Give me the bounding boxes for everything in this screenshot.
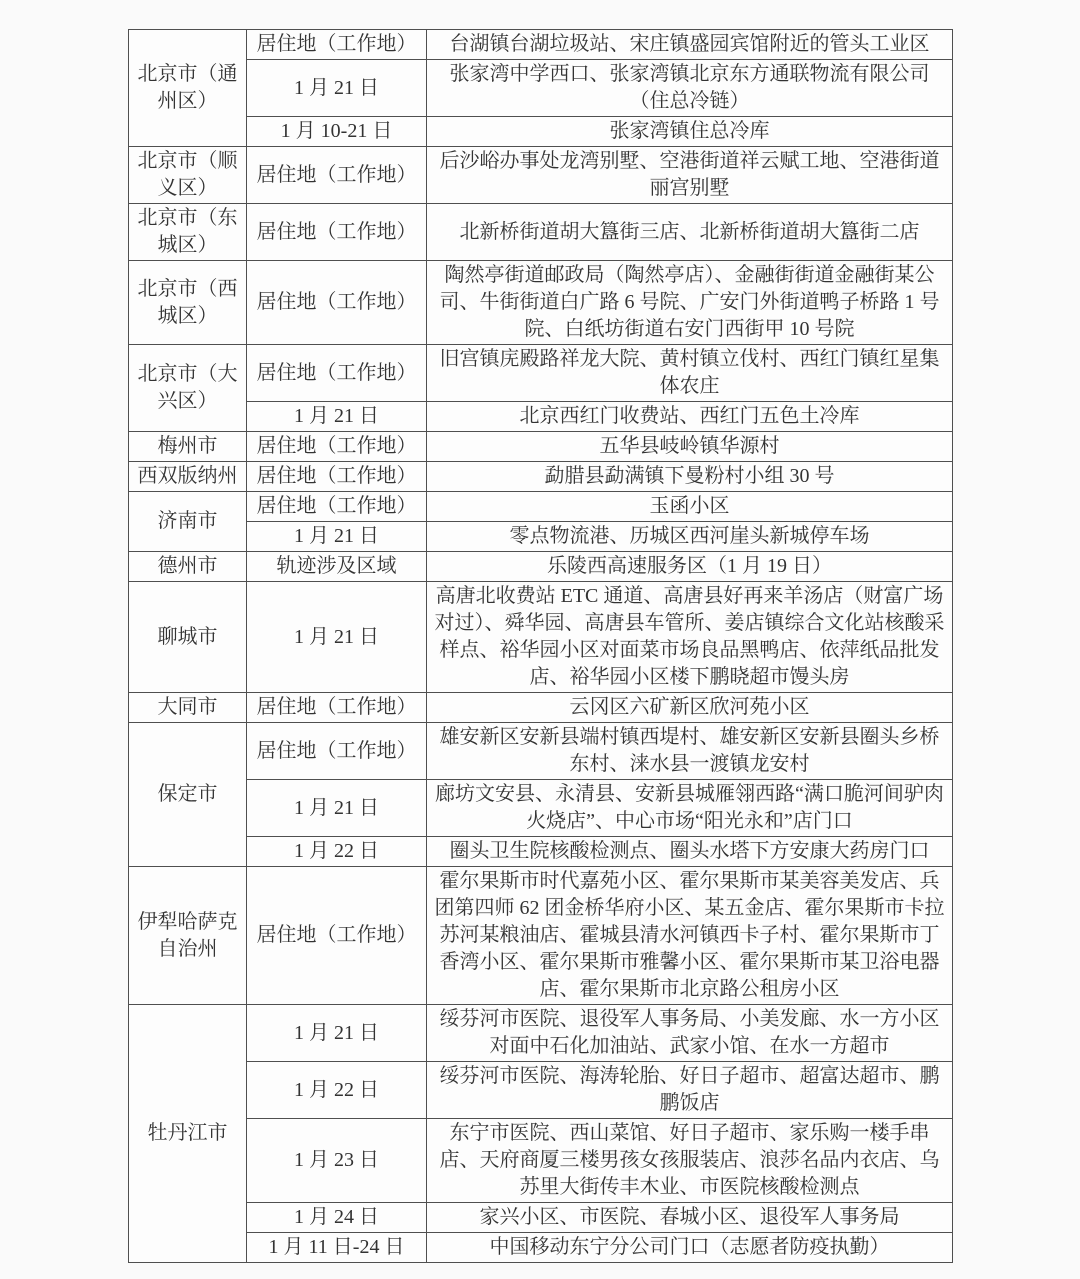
table-row (129, 723, 953, 780)
type-cell: 居住地（工作地） (247, 147, 427, 204)
type-cell: 1 月 10-21 日 (247, 117, 427, 147)
table-row (129, 780, 953, 837)
locations-cell: 北京西红门收费站、西红门五色土冷库 (427, 402, 953, 432)
type-cell: 居住地（工作地） (247, 432, 427, 462)
locations-cell: 旧宫镇庑殿路祥龙大院、黄村镇立伐村、西红门镇红星集体农庄 (427, 345, 953, 402)
locations-cell: 云冈区六矿新区欣河苑小区 (427, 693, 953, 723)
locations-cell: 圈头卫生院核酸检测点、圈头水塔下方安康大药房门口 (427, 837, 953, 867)
type-cell: 居住地（工作地） (247, 723, 427, 780)
table-row (129, 462, 953, 492)
type-cell: 1 月 23 日 (247, 1119, 427, 1203)
table-row (129, 1233, 953, 1263)
table-row (129, 432, 953, 462)
region-cell: 北京市（大兴区） (129, 345, 247, 432)
table-row (129, 837, 953, 867)
locations-cell: 雄安新区安新县端村镇西堤村、雄安新区安新县圈头乡桥东村、涞水县一渡镇龙安村 (427, 723, 953, 780)
type-cell: 1 月 22 日 (247, 837, 427, 867)
locations-cell: 陶然亭街道邮政局（陶然亭店）、金融街街道金融街某公司、牛街街道白广路 6 号院、广安门外街道鸭子桥路 1 号院、白纸坊街道右安门西街甲 10 号院 (427, 261, 953, 345)
type-cell: 居住地（工作地） (247, 204, 427, 261)
table-row (129, 117, 953, 147)
exposure-table (128, 29, 953, 1263)
region-cell: 大同市 (129, 693, 247, 723)
table-row (129, 582, 953, 693)
region-cell: 保定市 (129, 723, 247, 867)
type-cell: 1 月 21 日 (247, 582, 427, 693)
locations-cell: 绥芬河市医院、退役军人事务局、小美发廊、水一方小区对面中石化加油站、武家小馆、在水一方超市 (427, 1005, 953, 1062)
locations-cell: 玉函小区 (427, 492, 953, 522)
table-row (129, 261, 953, 345)
locations-cell: 张家湾镇住总冷库 (427, 117, 953, 147)
locations-cell: 廊坊文安县、永清县、安新县城雁翎西路“满口脆河间驴肉火烧店”、中心市场“阳光永和”店门口 (427, 780, 953, 837)
table-row (129, 1203, 953, 1233)
type-cell: 1 月 21 日 (247, 780, 427, 837)
type-cell: 居住地（工作地） (247, 30, 427, 60)
region-cell: 梅州市 (129, 432, 247, 462)
type-cell: 1 月 21 日 (247, 60, 427, 117)
type-cell: 居住地（工作地） (247, 693, 427, 723)
locations-cell: 北新桥街道胡大簋街三店、北新桥街道胡大簋街二店 (427, 204, 953, 261)
type-cell: 居住地（工作地） (247, 492, 427, 522)
locations-cell: 中国移动东宁分公司门口（志愿者防疫执勤） (427, 1233, 953, 1263)
type-cell: 居住地（工作地） (247, 261, 427, 345)
exposure-table-container (128, 29, 953, 1263)
table-row (129, 693, 953, 723)
exposure-table-body (129, 30, 953, 1263)
type-cell: 1 月 21 日 (247, 522, 427, 552)
table-row (129, 30, 953, 60)
region-cell: 济南市 (129, 492, 247, 552)
table-row (129, 1005, 953, 1062)
locations-cell: 台湖镇台湖垃圾站、宋庄镇盛园宾馆附近的管头工业区 (427, 30, 953, 60)
region-cell: 聊城市 (129, 582, 247, 693)
region-cell: 德州市 (129, 552, 247, 582)
region-cell: 北京市（顺义区） (129, 147, 247, 204)
table-row (129, 402, 953, 432)
type-cell: 居住地（工作地） (247, 462, 427, 492)
table-row (129, 492, 953, 522)
locations-cell: 乐陵西高速服务区（1 月 19 日） (427, 552, 953, 582)
region-cell: 北京市（东城区） (129, 204, 247, 261)
region-cell: 西双版纳州 (129, 462, 247, 492)
locations-cell: 家兴小区、市医院、春城小区、退役军人事务局 (427, 1203, 953, 1233)
type-cell: 1 月 11 日-24 日 (247, 1233, 427, 1263)
region-cell: 北京市（通州区） (129, 30, 247, 147)
locations-cell: 五华县岐岭镇华源村 (427, 432, 953, 462)
locations-cell: 绥芬河市医院、海涛轮胎、好日子超市、超富达超市、鹏鹏饭店 (427, 1062, 953, 1119)
type-cell: 1 月 21 日 (247, 402, 427, 432)
locations-cell: 高唐北收费站 ETC 通道、高唐县好再来羊汤店（财富广场对过）、舜华园、高唐县车管所、姜店镇综合文化站核酸采样点、裕华园小区对面菜市场良品黑鸭店、依萍纸品批发店、裕华园小区楼下鹏晓超市馒头房 (427, 582, 953, 693)
table-row (129, 60, 953, 117)
region-cell: 牡丹江市 (129, 1005, 247, 1263)
locations-cell: 霍尔果斯市时代嘉苑小区、霍尔果斯市某美容美发店、兵团第四师 62 团金桥华府小区、某五金店、霍尔果斯市卡拉苏河某粮油店、霍城县清水河镇西卡子村、霍尔果斯市丁香湾小区、霍尔果斯市雅馨小区、霍尔果斯市某卫浴电器店、霍尔果斯市北京路公租房小区 (427, 867, 953, 1005)
locations-cell: 勐腊县勐满镇下曼粉村小组 30 号 (427, 462, 953, 492)
table-row (129, 345, 953, 402)
type-cell: 1 月 21 日 (247, 1005, 427, 1062)
locations-cell: 后沙峪办事处龙湾别墅、空港街道祥云赋工地、空港街道丽宫别墅 (427, 147, 953, 204)
table-row (129, 1062, 953, 1119)
table-row (129, 147, 953, 204)
type-cell: 1 月 22 日 (247, 1062, 427, 1119)
type-cell: 1 月 24 日 (247, 1203, 427, 1233)
table-row (129, 552, 953, 582)
locations-cell: 东宁市医院、西山菜馆、好日子超市、家乐购一楼手串店、天府商厦三楼男孩女孩服装店、浪莎名品内衣店、乌苏里大街传丰木业、市医院核酸检测点 (427, 1119, 953, 1203)
type-cell: 居住地（工作地） (247, 345, 427, 402)
table-row (129, 867, 953, 1005)
locations-cell: 零点物流港、历城区西河崖头新城停车场 (427, 522, 953, 552)
table-row (129, 1119, 953, 1203)
locations-cell: 张家湾中学西口、张家湾镇北京东方通联物流有限公司（住总冷链） (427, 60, 953, 117)
table-row (129, 522, 953, 552)
type-cell: 居住地（工作地） (247, 867, 427, 1005)
region-cell: 伊犁哈萨克自治州 (129, 867, 247, 1005)
table-row (129, 204, 953, 261)
region-cell: 北京市（西城区） (129, 261, 247, 345)
type-cell: 轨迹涉及区域 (247, 552, 427, 582)
